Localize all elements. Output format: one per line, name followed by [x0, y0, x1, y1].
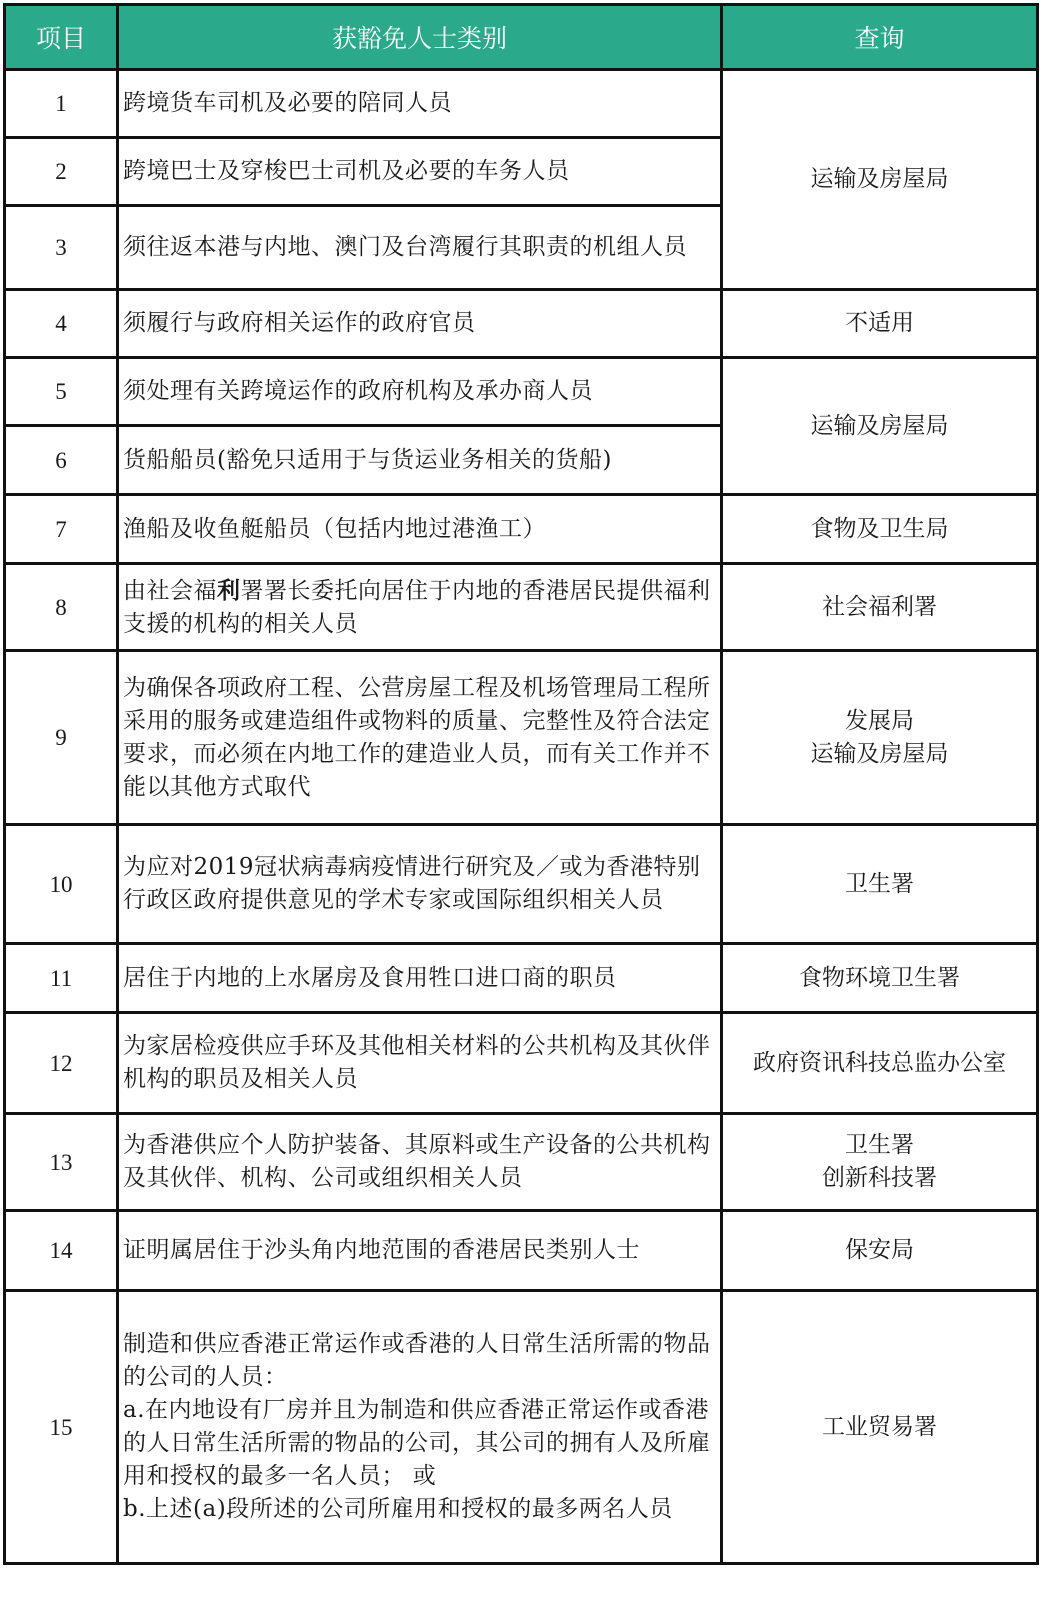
category-cell: 跨境货车司机及必要的陪同人员 [118, 70, 722, 138]
enquiry-line: 保安局 [845, 1237, 914, 1263]
enquiry-cell [722, 944, 1038, 1013]
category-cell [118, 1291, 722, 1564]
item-number: 5 [5, 358, 118, 426]
table-header-row [5, 5, 1038, 70]
enquiry-line: 发展局 [845, 707, 914, 734]
category-cell: 证明属居住于沙头角内地范围的香港居民类别人士 [118, 1211, 722, 1291]
enquiry-line: 政府资讯科技总监办公室 [753, 1049, 1006, 1076]
category-cell: 渔船及收鱼艇船员（包括内地过港渔工） [118, 495, 722, 564]
enquiry-cell [722, 358, 1038, 495]
enquiry-cell [722, 1013, 1038, 1114]
table-row [5, 564, 1038, 651]
item-number: 14 [5, 1211, 118, 1291]
item-number: 2 [5, 138, 118, 206]
category-cell: 为香港供应个人防护装备、其原料或生产设备的公共机构及其伙伴、机构、公司或组织相关人员 [118, 1114, 722, 1211]
enquiry-cell [722, 564, 1038, 651]
item-number: 10 [5, 825, 118, 944]
header-category: 获豁免人士类别 [118, 5, 722, 70]
enquiry-cell [722, 290, 1038, 358]
table-row [5, 358, 1038, 426]
category-cell: 跨境巴士及穿梭巴士司机及必要的车务人员 [118, 138, 722, 206]
enquiry-cell [722, 495, 1038, 564]
enquiry-cell [722, 1114, 1038, 1211]
table-row [5, 1013, 1038, 1114]
exemption-table-container [3, 3, 1036, 1565]
item-number: 9 [5, 651, 118, 825]
enquiry-line: 食物及卫生局 [810, 515, 949, 542]
table-row [5, 944, 1038, 1013]
category-text: 由社会福 [123, 577, 217, 604]
header-enquiry: 查询 [722, 5, 1038, 70]
table-row [5, 1291, 1038, 1564]
enquiry-cell [722, 825, 1038, 944]
item-number: 7 [5, 495, 118, 564]
table-row [5, 495, 1038, 564]
enquiry-line: 工业贸易署 [822, 1413, 937, 1440]
enquiry-cell [722, 1291, 1038, 1564]
table-row [5, 651, 1038, 825]
item-number: 4 [5, 290, 118, 358]
category-cell: 须往返本港与内地、澳门及台湾履行其职责的机组人员 [118, 206, 722, 290]
enquiry-line: 卫生署 [845, 870, 914, 897]
enquiry-cell [722, 1211, 1038, 1291]
item-number: 11 [5, 944, 118, 1013]
item-number: 13 [5, 1114, 118, 1211]
item-number: 8 [5, 564, 118, 651]
enquiry-line: 社会福利署 [822, 593, 937, 620]
category-cell: 为确保各项政府工程、公营房屋工程及机场管理局工程所采用的服务或建造组件或物料的质量、完整性及符合法定要求，而必须在内地工作的建造业人员，而有关工作并不能以其他方式取代 [118, 651, 722, 825]
item-number: 12 [5, 1013, 118, 1114]
category-cell: 货船船员(豁免只适用于与货运业务相关的货船) [118, 426, 722, 495]
category-line: 制造和供应香港正常运作或香港的人日常生活所需的物品的公司的人员： [123, 1331, 711, 1390]
table-row [5, 825, 1038, 944]
category-cell: 为应对2019冠状病毒病疫情进行研究及／或为香港特别行政区政府提供意见的学术专家或国际组织相关人员 [118, 825, 722, 944]
enquiry-line: 卫生署 [845, 1132, 914, 1158]
enquiry-cell [722, 70, 1038, 290]
category-cell: 为家居检疫供应手环及其他相关材料的公共机构及其伙伴机构的职员及相关人员 [118, 1013, 722, 1114]
table-row [5, 290, 1038, 358]
item-number: 1 [5, 70, 118, 138]
enquiry-line: 食物环境卫生署 [799, 964, 960, 991]
enquiry-line: 运输及房屋局 [810, 166, 949, 192]
category-text-bold: 利 [217, 576, 241, 604]
enquiry-line: 创新科技署 [822, 1165, 937, 1191]
table-row [5, 1211, 1038, 1291]
enquiry-line: 运输及房屋局 [810, 412, 949, 439]
item-number: 15 [5, 1291, 118, 1564]
category-cell: 须履行与政府相关运作的政府官员 [118, 290, 722, 358]
table-row [5, 1114, 1038, 1211]
table-row [5, 70, 1038, 138]
category-cell: 居住于内地的上水屠房及食用牲口进口商的职员 [118, 944, 722, 1013]
item-number: 6 [5, 426, 118, 495]
item-number: 3 [5, 206, 118, 290]
category-cell [118, 564, 722, 651]
enquiry-line: 运输及房屋局 [810, 740, 949, 767]
enquiry-cell [722, 651, 1038, 825]
exemption-table [3, 3, 1039, 1565]
enquiry-line: 不适用 [845, 310, 914, 336]
category-text: 署署长委托向居住于内地的香港居民提供福利支援的机构的相关人员 [123, 577, 711, 637]
header-item: 项目 [5, 5, 118, 70]
category-line: a.在内地设有厂房并且为制造和供应香港正常运作或香港的人日常生活所需的物品的公司，其公司的拥有人及所雇用和授权的最多一名人员； 或 [123, 1397, 711, 1489]
category-cell: 须处理有关跨境运作的政府机构及承办商人员 [118, 358, 722, 426]
category-line: b.上述(a)段所述的公司所雇用和授权的最多两名人员 [123, 1496, 673, 1522]
